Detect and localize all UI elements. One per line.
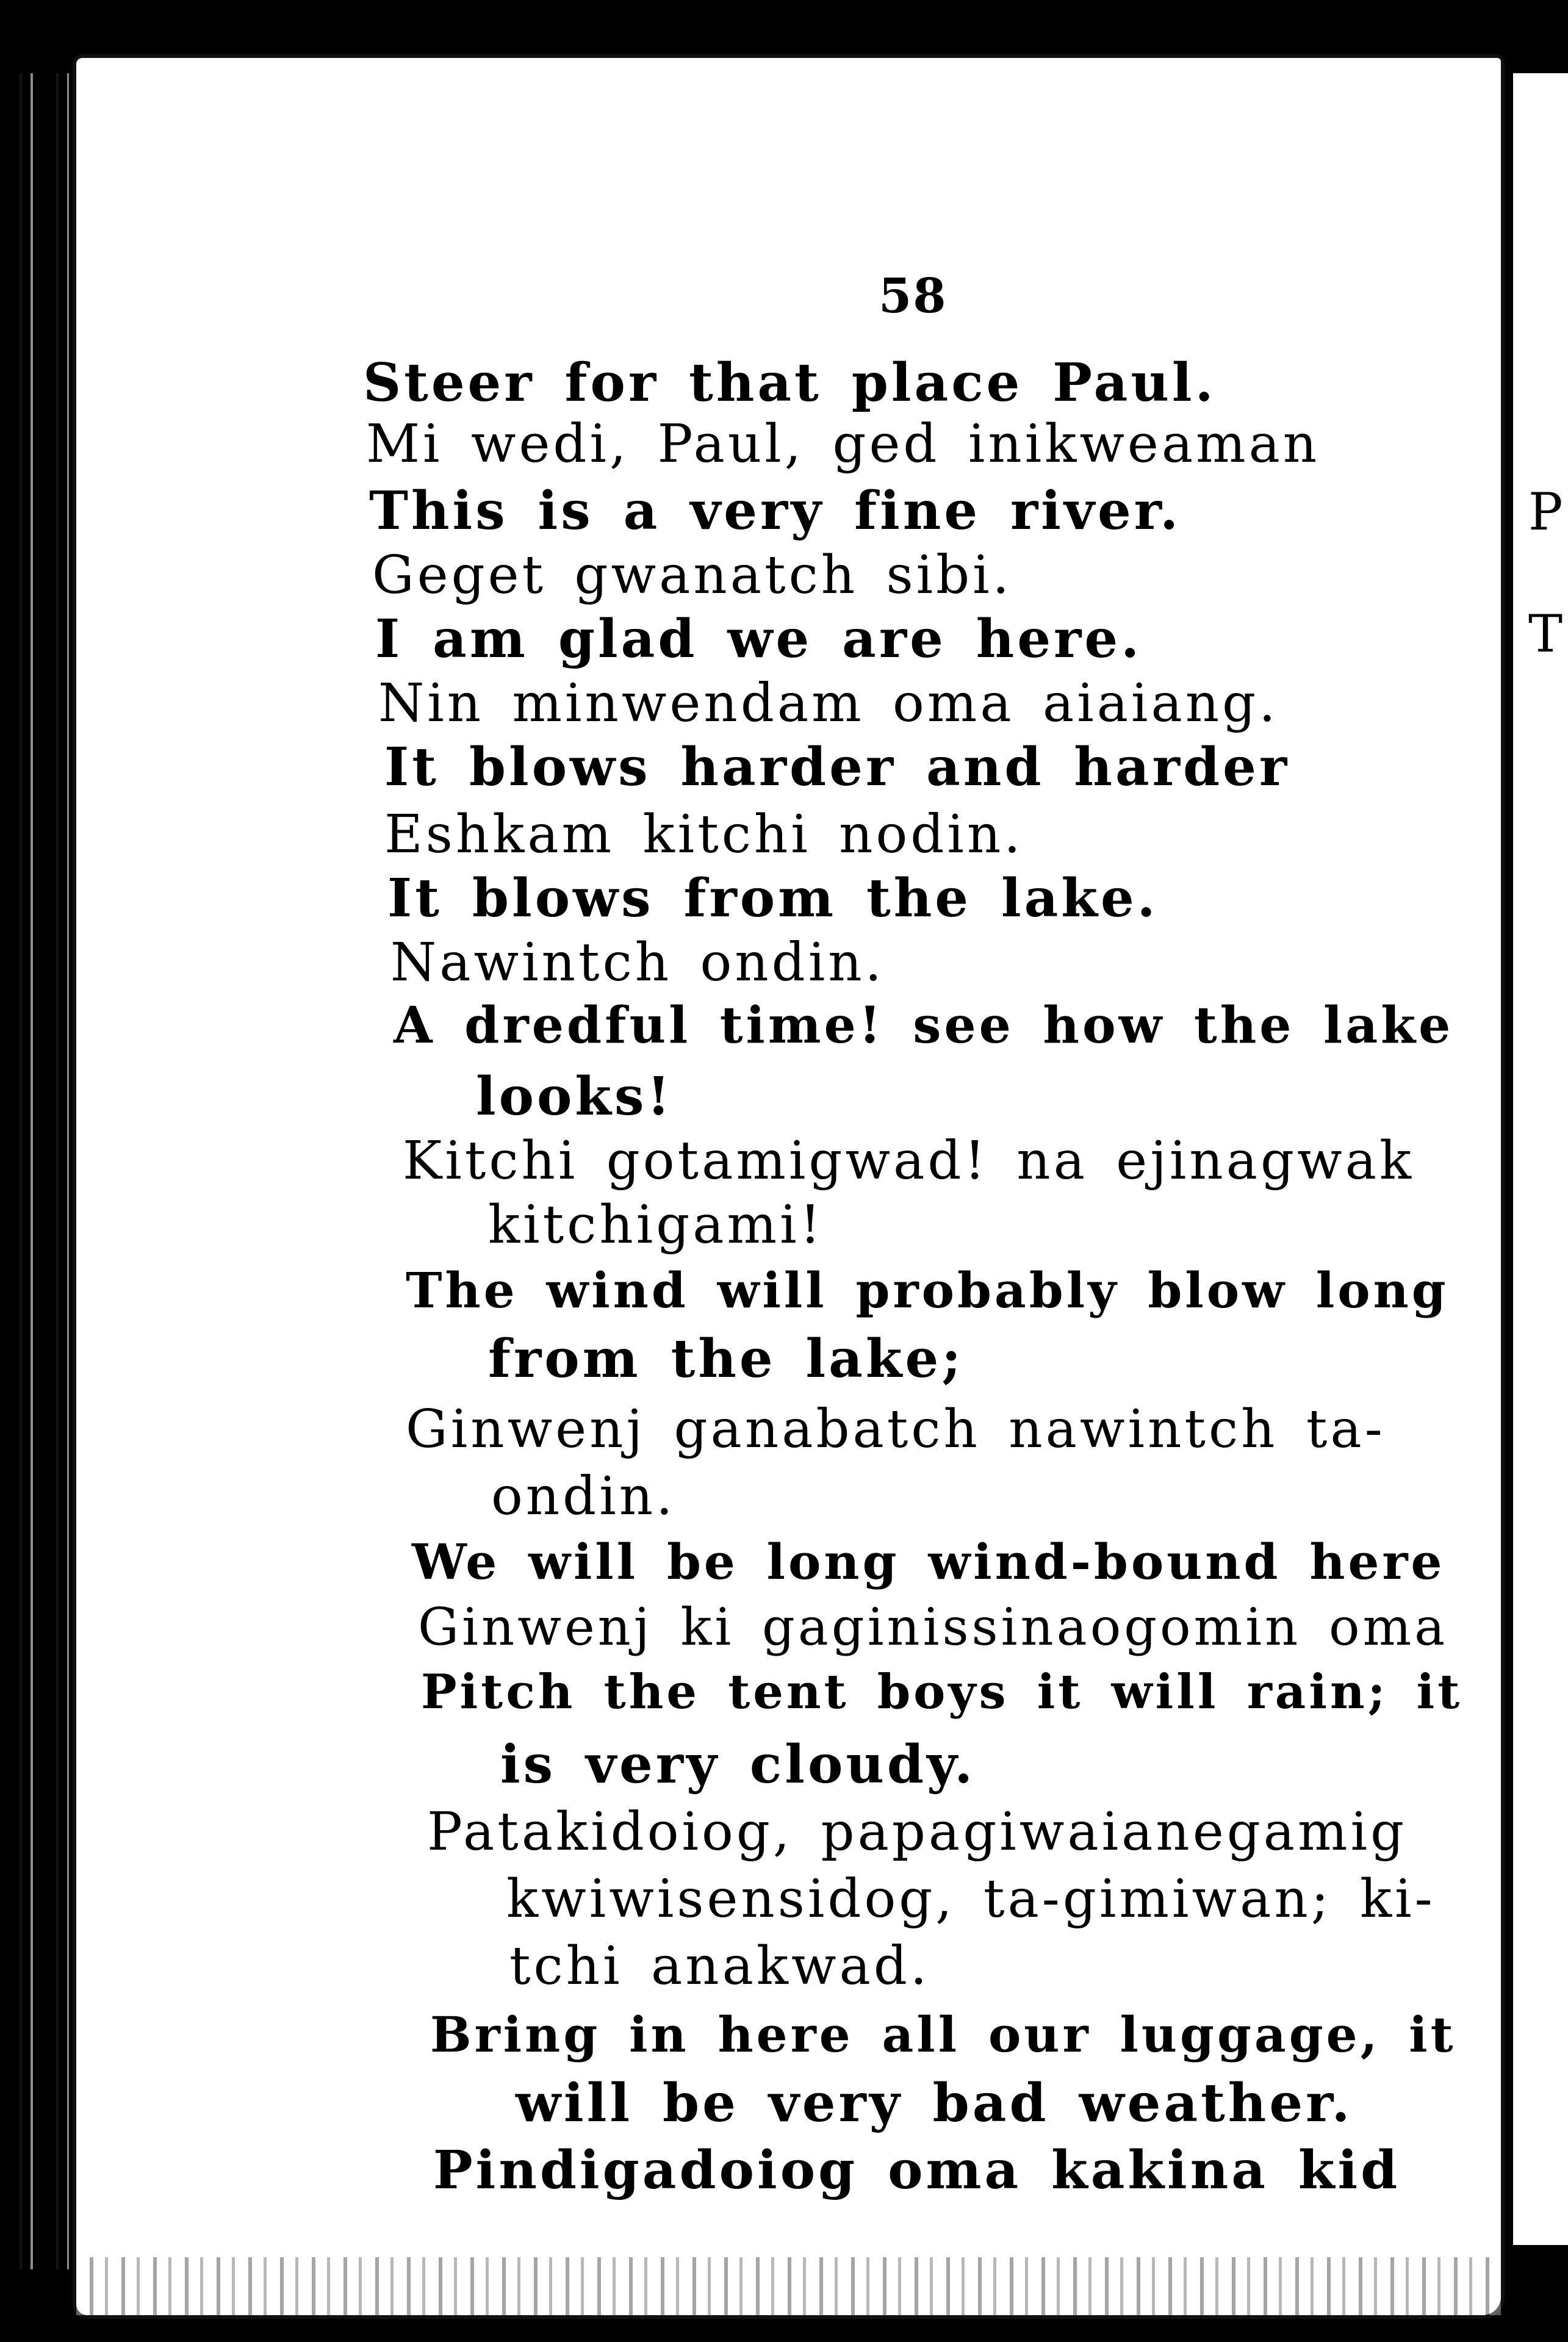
book-spine (11, 73, 69, 2269)
text-line: This is a very fine river. (369, 480, 1182, 542)
text-line: ondin. (491, 1466, 676, 1527)
text-line: Patakidoiog, papagiwaianegamig (427, 1801, 1408, 1862)
text-line: looks! (476, 1066, 674, 1127)
text-line: Ginwenj ki gaginissinaogomin oma (418, 1597, 1448, 1657)
text-line: will be very bad weather. (516, 2072, 1353, 2134)
text-line: from the lake; (488, 1328, 964, 1390)
text-line: I am glad we are here. (375, 608, 1143, 670)
text-line: Nin minwendam oma aiaiang. (378, 673, 1279, 734)
next-page-letter: P (1528, 482, 1563, 542)
text-line: The wind will probably blow long (406, 1262, 1449, 1319)
next-page-letter: T (1528, 604, 1563, 664)
text-line: Nawintch ondin. (390, 932, 885, 993)
text-line: kwiwisensidog, ta-gimiwan; ki- (506, 1869, 1436, 1930)
text-line: is very cloudy. (500, 1734, 976, 1795)
text-line: Geget gwanatch sibi. (372, 545, 1013, 606)
text-line: Pindigadoiog oma kakina kid (433, 2139, 1401, 2201)
page-bottom-wear (76, 2257, 1501, 2315)
text-line: tchi anakwad. (509, 1936, 930, 1997)
text-line: Ginwenj ganabatch nawintch ta- (406, 1399, 1386, 1460)
text-line: Steer for that place Paul. (363, 352, 1217, 414)
text-line: Pitch the tent boys it will rain; it (421, 1664, 1463, 1720)
text-line: Bring in here all our luggage, it (430, 2006, 1456, 2063)
text-line: Kitchi gotamigwad! na ejinagwak (403, 1130, 1415, 1191)
text-line: It blows harder and harder (384, 736, 1290, 798)
text-line: A dredful time! see how the lake (394, 996, 1454, 1055)
text-line: kitchigami! (488, 1194, 824, 1255)
page-number: 58 (879, 268, 948, 324)
text-line: Mi wedi, Paul, ged inikweaman (366, 414, 1320, 475)
next-page-edge (1513, 73, 1568, 2245)
text-line: It blows from the lake. (387, 867, 1159, 929)
text-line: We will be long wind-bound here (412, 1533, 1445, 1590)
text-line: Eshkam kitchi nodin. (384, 804, 1024, 865)
